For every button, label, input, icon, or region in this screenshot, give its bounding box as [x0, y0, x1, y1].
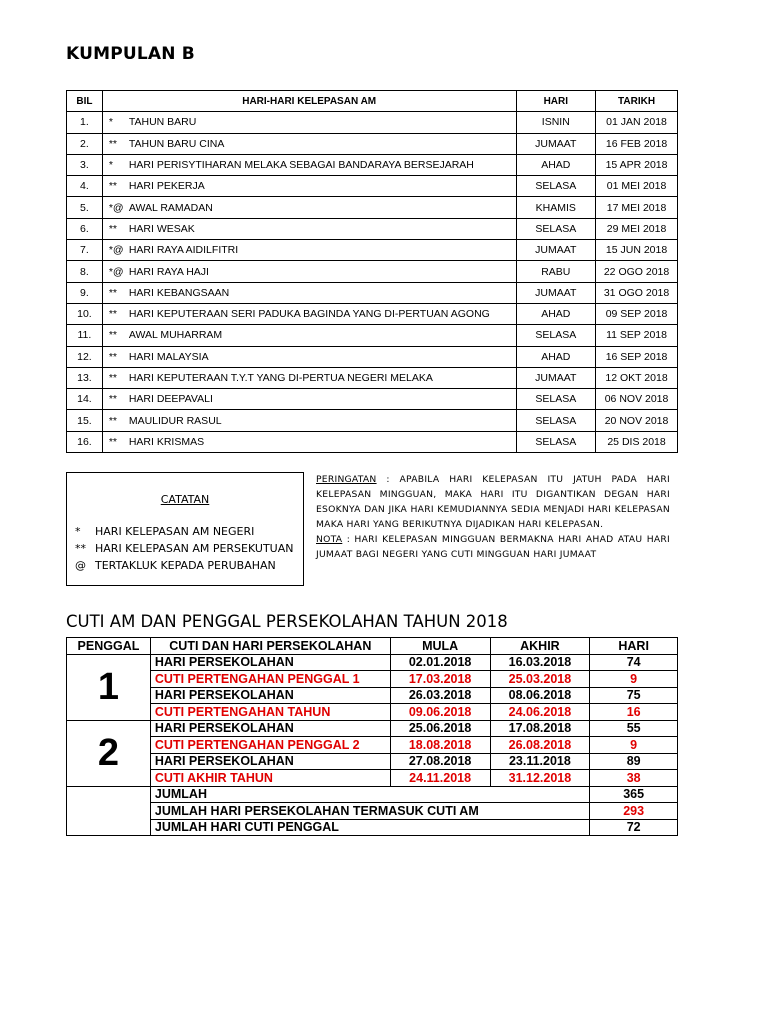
holiday-row: [67, 176, 678, 197]
total-value: 293: [590, 803, 678, 820]
holiday-bil: 5.: [67, 197, 103, 218]
school-start-date: 18.08.2018: [390, 737, 490, 754]
holiday-date: 15 APR 2018: [596, 154, 678, 175]
school-day-count: 38: [590, 770, 678, 787]
nota-label: NOTA: [316, 534, 343, 545]
holiday-name: HARI RAYA HAJI: [128, 265, 209, 278]
holiday-marker: **: [108, 222, 118, 235]
holiday-day: KHAMIS: [516, 197, 596, 218]
holiday-date: 20 NOV 2018: [596, 410, 678, 431]
total-value: 365: [590, 786, 678, 803]
holiday-marker: **: [108, 329, 118, 342]
holiday-marker: **: [108, 414, 118, 427]
school-end-date: 16.03.2018: [490, 654, 590, 671]
holiday-name-cell: [102, 240, 516, 261]
header-akhir: AKHIR: [490, 638, 590, 655]
holiday-date: 12 OKT 2018: [596, 367, 678, 388]
holiday-marker: **: [108, 393, 118, 406]
penggal-number: 2: [67, 720, 151, 786]
holiday-marker: **: [108, 435, 118, 448]
holiday-name-cell: [102, 303, 516, 324]
school-period-name: CUTI PERTENGAHAN TAHUN: [150, 704, 390, 721]
total-label: JUMLAH HARI PERSEKOLAHAN TERMASUK CUTI AM: [150, 803, 589, 820]
school-start-date: 25.06.2018: [390, 720, 490, 737]
holiday-day: RABU: [516, 261, 596, 282]
holiday-date: 01 MEI 2018: [596, 176, 678, 197]
holiday-marker: *@: [108, 265, 124, 278]
holiday-date: 25 DIS 2018: [596, 431, 678, 452]
legend-symbol: @: [75, 559, 86, 572]
holiday-row: [67, 218, 678, 239]
holiday-day: SELASA: [516, 176, 596, 197]
holiday-marker: *@: [108, 244, 124, 257]
holiday-day: AHAD: [516, 303, 596, 324]
holiday-name-cell: [102, 154, 516, 175]
holiday-name: HARI WESAK: [128, 222, 195, 235]
holiday-row: [67, 154, 678, 175]
school-row: [67, 654, 678, 671]
holiday-date: 29 MEI 2018: [596, 218, 678, 239]
holiday-row: [67, 240, 678, 261]
header-tarikh: TARIKH: [596, 91, 678, 112]
total-label: JUMLAH HARI CUTI PENGGAL: [150, 819, 589, 836]
holiday-bil: 13.: [67, 367, 103, 388]
holiday-date: 22 OGO 2018: [596, 261, 678, 282]
peringatan-paragraph: [316, 472, 670, 532]
holiday-day: ISNIN: [516, 112, 596, 133]
holiday-row: [67, 303, 678, 324]
holiday-name-cell: [102, 261, 516, 282]
catatan-title: CATATAN: [160, 493, 210, 506]
holiday-day: JUMAAT: [516, 240, 596, 261]
holiday-bil: 4.: [67, 176, 103, 197]
legend-symbol: **: [75, 542, 86, 555]
holiday-name-cell: [102, 112, 516, 133]
holiday-name-cell: [102, 389, 516, 410]
holiday-row: [67, 197, 678, 218]
holiday-date: 16 SEP 2018: [596, 346, 678, 367]
holiday-day: SELASA: [516, 218, 596, 239]
total-value: 72: [590, 819, 678, 836]
holiday-row: [67, 410, 678, 431]
school-term-table: [66, 637, 678, 836]
school-day-count: 55: [590, 720, 678, 737]
holiday-name-cell: [102, 282, 516, 303]
holiday-name-cell: [102, 431, 516, 452]
nota-paragraph: [316, 532, 670, 562]
holiday-marker: **: [108, 286, 118, 299]
school-day-count: 74: [590, 654, 678, 671]
holiday-day: AHAD: [516, 346, 596, 367]
holiday-row: [67, 325, 678, 346]
holiday-date: 31 OGO 2018: [596, 282, 678, 303]
holiday-date: 15 JUN 2018: [596, 240, 678, 261]
holiday-name: HARI MALAYSIA: [128, 350, 209, 363]
school-end-date: 23.11.2018: [490, 753, 590, 770]
holiday-date: 06 NOV 2018: [596, 389, 678, 410]
holiday-date: 09 SEP 2018: [596, 303, 678, 324]
holiday-day: SELASA: [516, 410, 596, 431]
holiday-day: JUMAAT: [516, 282, 596, 303]
school-start-date: 27.08.2018: [390, 753, 490, 770]
holiday-name-cell: [102, 410, 516, 431]
school-start-date: 17.03.2018: [390, 671, 490, 688]
page-title: KUMPULAN B: [66, 44, 195, 64]
holiday-date: 17 MEI 2018: [596, 197, 678, 218]
holiday-bil: 8.: [67, 261, 103, 282]
header-hari-count: HARI: [590, 638, 678, 655]
school-table-header: [67, 638, 678, 655]
school-day-count: 89: [590, 753, 678, 770]
holiday-day: AHAD: [516, 154, 596, 175]
holiday-name-cell: [102, 325, 516, 346]
holiday-name-cell: [102, 346, 516, 367]
header-mula: MULA: [390, 638, 490, 655]
school-start-date: 24.11.2018: [390, 770, 490, 787]
holiday-row: [67, 346, 678, 367]
legend-item: [75, 525, 254, 538]
school-row: [67, 704, 678, 721]
school-period-name: CUTI PERTENGAHAN PENGGAL 1: [150, 671, 390, 688]
holiday-table: [66, 90, 678, 453]
school-end-date: 31.12.2018: [490, 770, 590, 787]
school-day-count: 16: [590, 704, 678, 721]
holiday-name: AWAL RAMADAN: [128, 201, 213, 214]
total-row: [67, 819, 678, 836]
holiday-day: SELASA: [516, 325, 596, 346]
school-start-date: 26.03.2018: [390, 687, 490, 704]
school-start-date: 02.01.2018: [390, 654, 490, 671]
holiday-row: [67, 112, 678, 133]
holiday-bil: 10.: [67, 303, 103, 324]
holiday-date: 11 SEP 2018: [596, 325, 678, 346]
legend-text: TERTAKLUK KEPADA PERUBAHAN: [95, 559, 276, 572]
holiday-name: HARI KEPUTERAAN SERI PADUKA BAGINDA YANG DI-PERTUAN AGONG: [128, 308, 490, 321]
legend-text: HARI KELEPASAN AM PERSEKUTUAN: [95, 542, 294, 555]
holiday-name: HARI KRISMAS: [128, 435, 205, 448]
school-day-count: 9: [590, 671, 678, 688]
holiday-name: HARI PEKERJA: [128, 180, 205, 193]
school-day-count: 75: [590, 687, 678, 704]
holiday-row: [67, 282, 678, 303]
holiday-date: 16 FEB 2018: [596, 133, 678, 154]
school-start-date: 09.06.2018: [390, 704, 490, 721]
holiday-row: [67, 261, 678, 282]
holiday-marker: **: [108, 137, 118, 150]
school-row: [67, 770, 678, 787]
school-end-date: 17.08.2018: [490, 720, 590, 737]
holiday-day: SELASA: [516, 389, 596, 410]
school-period-name: HARI PERSEKOLAHAN: [150, 753, 390, 770]
holiday-bil: 16.: [67, 431, 103, 452]
header-bil: BIL: [67, 91, 103, 112]
holiday-name: TAHUN BARU: [128, 116, 197, 129]
holiday-name: HARI RAYA AIDILFITRI: [128, 244, 239, 257]
school-day-count: 9: [590, 737, 678, 754]
school-end-date: 24.06.2018: [490, 704, 590, 721]
school-period-name: HARI PERSEKOLAHAN: [150, 687, 390, 704]
holiday-bil: 15.: [67, 410, 103, 431]
holiday-row: [67, 367, 678, 388]
catatan-box: [66, 472, 304, 586]
school-row: [67, 737, 678, 754]
holiday-name-cell: [102, 133, 516, 154]
holiday-bil: 11.: [67, 325, 103, 346]
school-period-name: HARI PERSEKOLAHAN: [150, 654, 390, 671]
school-end-date: 26.08.2018: [490, 737, 590, 754]
holiday-bil: 2.: [67, 133, 103, 154]
legend-text: HARI KELEPASAN AM NEGERI: [95, 525, 255, 538]
holiday-marker: **: [108, 372, 118, 384]
school-row: [67, 687, 678, 704]
notes: [316, 472, 670, 562]
holiday-name: HARI DEEPAVALI: [128, 393, 213, 406]
holiday-name: TAHUN BARU CINA: [128, 137, 225, 150]
holiday-row: [67, 133, 678, 154]
holiday-marker: **: [108, 350, 118, 363]
total-label: JUMLAH: [150, 786, 589, 803]
holiday-name: AWAL MUHARRAM: [128, 329, 223, 342]
holiday-bil: 9.: [67, 282, 103, 303]
holiday-name-cell: [102, 176, 516, 197]
total-row: [67, 803, 678, 820]
header-hari: HARI: [516, 91, 596, 112]
school-row: [67, 753, 678, 770]
holiday-marker: **: [108, 308, 118, 321]
nota-text: : HARI KELEPASAN MINGGUAN BERMAKNA HARI AHAD ATAU HARI JUMAAT BAGI NEGERI YANG CUTI MINGGUAN HARI JUMAAT: [316, 534, 670, 560]
school-end-date: 25.03.2018: [490, 671, 590, 688]
holiday-name: HARI PERISYTIHARAN MELAKA SEBAGAI BANDARAYA BERSEJARAH: [128, 159, 474, 172]
legend-symbol: *: [75, 525, 81, 538]
holiday-marker: **: [108, 180, 118, 193]
peringatan-label: PERINGATAN: [316, 474, 377, 485]
holiday-name: HARI KEPUTERAAN T.Y.T YANG DI-PERTUA NEGERI MELAKA: [128, 372, 433, 384]
school-row: [67, 671, 678, 688]
holiday-name-cell: [102, 218, 516, 239]
penggal-number: 1: [67, 654, 151, 720]
section-title: CUTI AM DAN PENGGAL PERSEKOLAHAN TAHUN 2018: [66, 612, 508, 631]
header-cuti: CUTI DAN HARI PERSEKOLAHAN: [150, 638, 390, 655]
holiday-name: HARI KEBANGSAAN: [128, 286, 230, 299]
holiday-bil: 3.: [67, 154, 103, 175]
school-period-name: CUTI PERTENGAHAN PENGGAL 2: [150, 737, 390, 754]
peringatan-text: : APABILA HARI KELEPASAN ITU JATUH PADA HARI KELEPASAN MINGGUAN, MAKA HARI ITU DIGANTIKAN DEGAN HARI ESOKNYA DAN JIKA HARI KEMUDIANNYA SEDIA MENJADI HARI KELEPASAN MAKA HARI YANG BERIKUTNYA DIJADIKAN HARI KELEPASAN.: [316, 474, 670, 530]
holiday-bil: 14.: [67, 389, 103, 410]
header-name: HARI-HARI KELEPASAN AM: [102, 91, 516, 112]
total-blank-cell: [67, 786, 151, 836]
holiday-row: [67, 389, 678, 410]
holiday-table-header: [67, 91, 678, 112]
header-penggal: PENGGAL: [67, 638, 151, 655]
holiday-name-cell: [102, 197, 516, 218]
total-row: [67, 786, 678, 803]
holiday-marker: *: [108, 159, 113, 172]
holiday-marker: *@: [108, 201, 124, 214]
holiday-bil: 1.: [67, 112, 103, 133]
school-period-name: CUTI AKHIR TAHUN: [150, 770, 390, 787]
holiday-row: [67, 431, 678, 452]
school-row: [67, 720, 678, 737]
holiday-day: JUMAAT: [516, 367, 596, 388]
school-end-date: 08.06.2018: [490, 687, 590, 704]
holiday-date: 01 JAN 2018: [596, 112, 678, 133]
holiday-marker: *: [108, 116, 113, 129]
holiday-day: SELASA: [516, 431, 596, 452]
holiday-bil: 7.: [67, 240, 103, 261]
school-period-name: HARI PERSEKOLAHAN: [150, 720, 390, 737]
holiday-name: MAULIDUR RASUL: [128, 414, 222, 427]
holiday-bil: 6.: [67, 218, 103, 239]
holiday-name-cell: [102, 367, 516, 388]
legend-item: [75, 559, 276, 572]
holiday-day: JUMAAT: [516, 133, 596, 154]
holiday-bil: 12.: [67, 346, 103, 367]
legend-item: [75, 542, 293, 555]
